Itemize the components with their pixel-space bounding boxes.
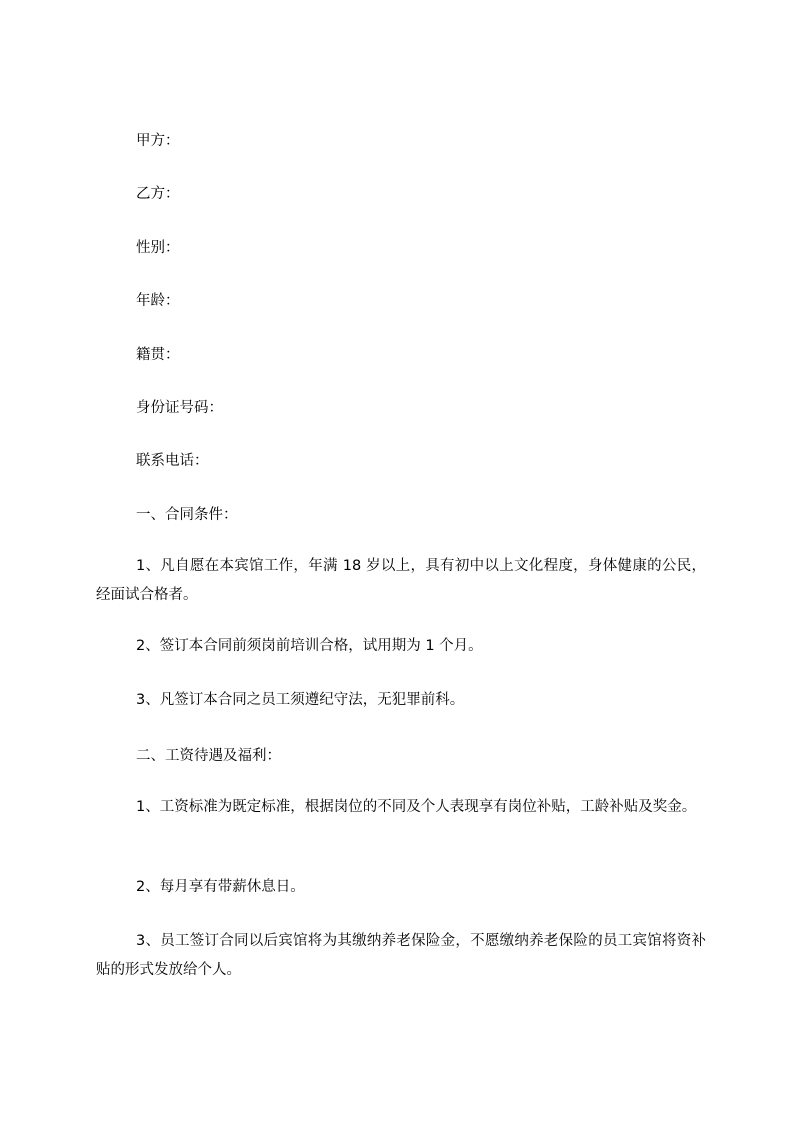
age-label: 年龄： bbox=[136, 293, 180, 309]
section-heading-contract-conditions: 一、合同条件： bbox=[136, 507, 238, 523]
section-heading-salary-benefits: 二、工资待遇及福利： bbox=[136, 748, 281, 764]
salary-benefit-item-2: 2、每月享有带薪休息日。 bbox=[136, 879, 305, 895]
salary-benefit-item-1: 1、工资标准为既定标准，根据岗位的不同及个人表现享有岗位补贴，工龄补贴及奖金。 bbox=[136, 799, 697, 815]
party-a-label: 甲方： bbox=[136, 133, 180, 149]
salary-benefit-item-3: 3、员工签订合同以后宾馆将为其缴纳养老保险金，不愿缴纳养老保险的员工宾馆将资补贴的形式发放给个人。 bbox=[96, 933, 706, 978]
contract-condition-item-2: 2、签订本合同前须岗前培训合格，试用期为 1 个月。 bbox=[136, 638, 483, 654]
gender-label: 性别： bbox=[136, 240, 180, 256]
contract-condition-item-1: 1、凡自愿在本宾馆工作，年满 18 岁以上，具有初中以上文化程度，身体健康的公民，经面试合格者。 bbox=[96, 558, 706, 603]
party-b-label: 乙方： bbox=[136, 186, 180, 202]
phone-label: 联系电话： bbox=[136, 453, 209, 469]
contract-condition-item-3: 3、凡签订本合同之员工须遵纪守法，无犯罪前科。 bbox=[136, 692, 465, 708]
id-number-label: 身份证号码： bbox=[136, 400, 223, 416]
native-place-label: 籍贯： bbox=[136, 347, 180, 363]
